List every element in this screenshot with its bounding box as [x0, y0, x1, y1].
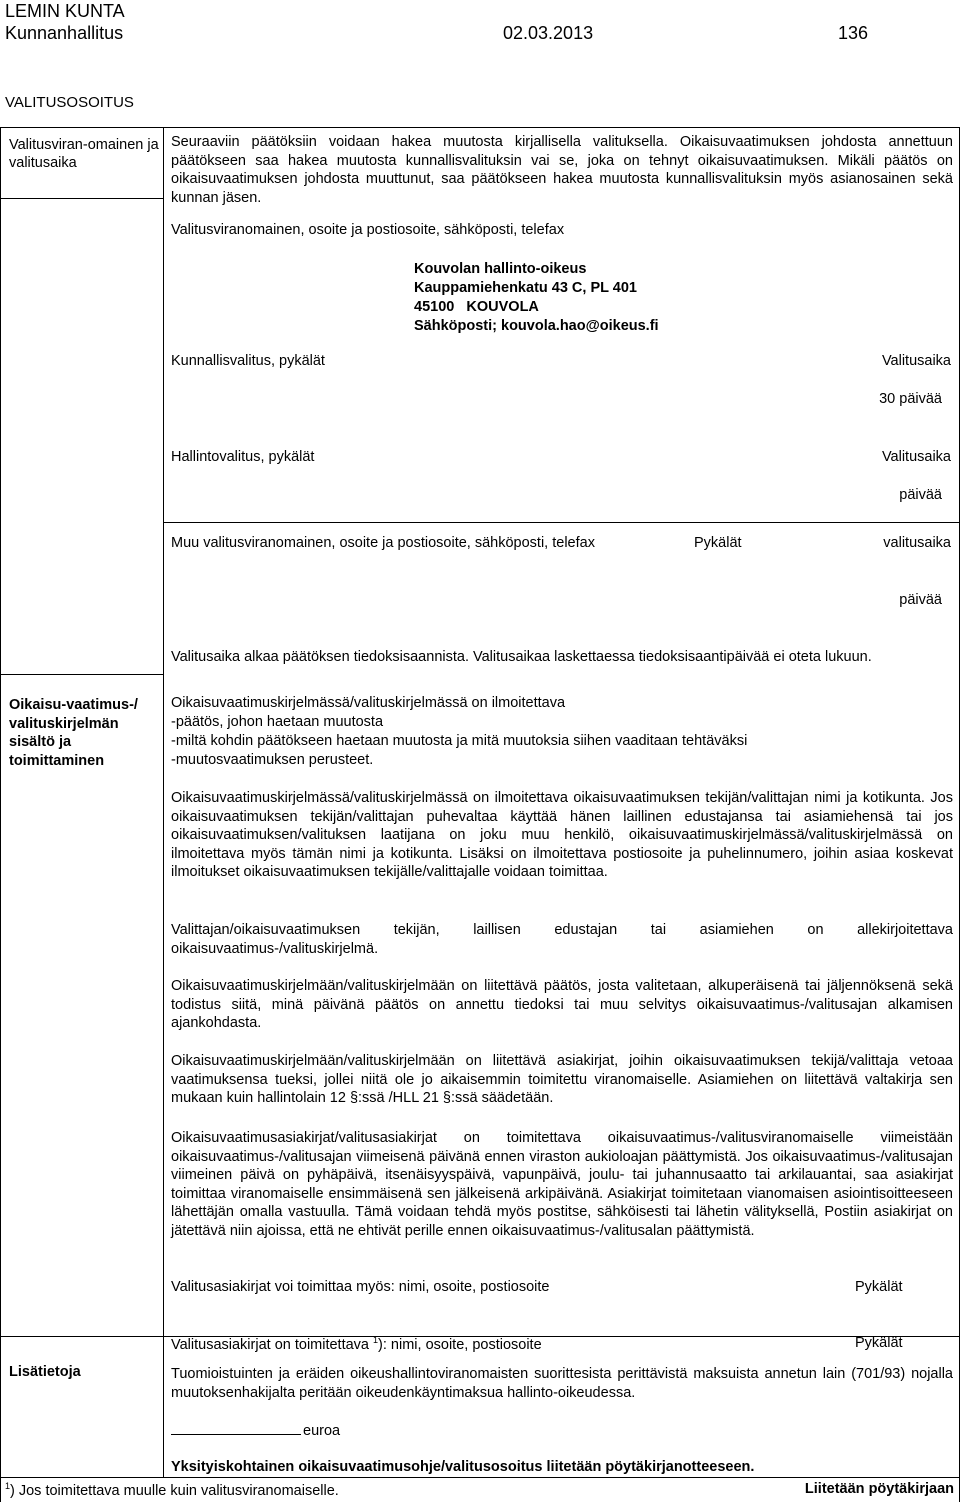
section-label-additional-info: Lisätietoja [9, 1364, 81, 1380]
claim-content-line-2: -päätös, johon haetaan muutosta [171, 714, 384, 730]
authority-name: Kouvolan hallinto-oikeus [414, 261, 587, 277]
appeal-period-label-1: Valitusaika [881, 353, 951, 369]
table-top-rule [0, 127, 960, 128]
attachment-paragraph: Oikaisuvaatimuskirjelmään/valituskirjelmään on liitettävä päätös, josta valitetaan, alkuperäisenä tai jäljennöksenä sekä todistus siitä, minä päivänä päätös on annettu tiedoksi tai muu selvitys oikaisuvaatimus-/valitusajan alkamisen ajankohdasta. [171, 978, 953, 1031]
authority-street: Kauppamiehenkatu 43 C, PL 401 [414, 280, 637, 296]
fee-amount-blank [171, 1420, 301, 1435]
municipality-name: LEMIN KUNTA [5, 1, 125, 21]
fee-unit: euroa [303, 1423, 341, 1439]
documents-paragraph: Oikaisuvaatimuskirjelmään/valituskirjelmään on liitettävä asiakirjat, joihin oikaisuvaatimuksen tekijä/valittaja vetoaa vaatimuksensa tueksi, jollei niitä ole jo aikaisemmin toimitettu viranomaiselle. Asiamiehen on liitettävä valtakirja sen mukaan kuin hallintolain 12 §:ssä /HLL 21 §:ssä säädetään. [171, 1053, 953, 1106]
sections-label: Pykälät [694, 535, 742, 551]
section-label-claim-content: Oikaisu-vaatimus-/ valituskirjelmän sisältö ja toimittaminen [9, 697, 138, 769]
row-rule-1 [163, 522, 960, 523]
appeal-period-value-3: päivää [899, 592, 942, 608]
signature-paragraph: Valittajan/oikaisuvaatimuksen tekijän, laillisen edustajan tai asiamiehen on allekirjoitettava oikaisuvaatimus-/valituskirjelmä. [171, 922, 953, 957]
footnote-rule [0, 1477, 9, 1478]
attachment-note: Liitetään pöytäkirjaan [804, 1481, 954, 1497]
column-divider [163, 127, 164, 1477]
admin-appeal-label: Hallintovalitus, pykälät [171, 449, 315, 465]
footer-rule [0, 1477, 960, 1478]
organ-name: Kunnanhallitus [5, 23, 124, 43]
authority-email: Sähköposti; kouvola.hao@oikeus.fi [414, 318, 659, 334]
claim-content-line-1: Oikaisuvaatimuskirjelmässä/valituskirjelmässä on ilmoitettava [171, 695, 566, 711]
appeal-period-value-1: 30 päivää [879, 391, 942, 407]
claimant-info-paragraph: Oikaisuvaatimuskirjelmässä/valituskirjelmässä on ilmoitettava oikaisuvaatimuksen tekijän/valittajan nimi ja kotikunta. Jos oikaisuvaatimuksen tekijän/valittajan puhevaltaa käyttää hänen laillinen edustajansa tai asiamiehensä tai jos oikaisuvaatimuksen/valituksen laatijana on joku muu henkilö, oikaisuvaatimuskirjelmässä/valituskirjelmässä on ilmoitettava myös tämän nimi ja kotikunta. Lisäksi on ilmoitettava postiosoite ja puhelinnumero, joihin asiaa koskevat ilmoitukset oikaisuvaatimuksen tekijälle/valittajalle voidaan toimittaa. [171, 790, 953, 880]
table-left-rule [0, 127, 1, 1502]
section-rule-2 [0, 674, 163, 675]
delivery-alt-label: Valitusasiakirjat voi toimittaa myös: nimi, osoite, postiosoite [171, 1279, 550, 1295]
delivery-required-suffix: ): nimi, osoite, postiosoite [378, 1336, 542, 1353]
claim-content-line-3: -miltä kohdin päätökseen haetaan muutosta ja mitä muutoksia siihen vaaditaan tehtäväksi [171, 733, 748, 749]
delivery-required-sections: Pykälät [855, 1335, 903, 1351]
footnote-mark: 1 [5, 1481, 11, 1491]
footnote [5, 1481, 339, 1499]
footnote-text: ) Jos toimitettava muulle kuin valitusviranomaiselle. [10, 1482, 339, 1499]
document-title: VALITUSOSOITUS [5, 94, 134, 111]
appeal-period-label-3: valitusaika [883, 535, 951, 551]
delivery-paragraph: Oikaisuvaatimusasiakirjat/valitusasiakirjat on toimitettava oikaisuvaatimus-/valitusviranomaiselle viimeistään oikaisuvaatimus-/valitusajan viimeisenä päivänä ennen viraston aukioloajan päättymistä. Jos oikaisuvaatimus-/valitusajan viimeinen päivä on pyhäpäivä, itsenäisyyspäivä, vapunpäivä, joulu- tai juhannusaatto tai arkilauantai, saa asiakirjat toimittaa viranomaiselle ensimmäisenä sen jälkeisenä arkipäivänä. Asiakirjat toimitetaan vianomaisen asiointisoitteeseen lähettäjän omalla vastuulla. Tämä voidaan tehdä myös postitse, sähköisesti tai lähetin välityksellä, Postiin asiakirjat on jätettävä niin ajoissa, että ne ehtivät perille ennen oikaisuvaatimus-/valitusalan päättymistä. [171, 1130, 953, 1239]
authority-heading: Valitusviranomainen, osoite ja postiosoite, sähköposti, telefax [171, 222, 565, 238]
page-number: 136 [838, 23, 869, 43]
appeal-period-value-2: päivää [899, 487, 942, 503]
delivery-alt-sections: Pykälät [855, 1279, 903, 1295]
additional-info-paragraph: Tuomioistuinten ja eräiden oikeushallintoviranomaisten suorittesista perittävistä maksuista annetun lain (701/93) nojalla muutoksenhakijalta peritään oikeudenkäyntimaksua hallinto-oikeudessa. [171, 1366, 953, 1401]
label-cell-rule [0, 198, 163, 199]
authority-postal: 45100 KOUVOLA [414, 299, 539, 315]
delivery-required-label [171, 1335, 542, 1353]
period-note: Valitusaika alkaa päätöksen tiedoksisaannista. Valitusaikaa laskettaessa tiedoksisaantipäivää ei oteta lukuun. [171, 649, 872, 665]
other-authority-label: Muu valitusviranomainen, osoite ja postiosoite, sähköposti, telefax [171, 535, 595, 551]
instructions-note: Yksityiskohtainen oikaisuvaatimusohje/valitusosoitus liitetään pöytäkirjanotteeseen. [171, 1459, 755, 1475]
claim-content-line-4: -muutosvaatimuksen perusteet. [171, 752, 374, 768]
appeal-period-label-2: Valitusaika [881, 449, 951, 465]
fee-line [171, 1420, 340, 1439]
meeting-date: 02.03.2013 [503, 23, 594, 43]
appeal-intro-paragraph: Seuraaviin päätöksiin voidaan hakea muutosta kirjallisella valituksella. Oikaisuvaatimuksen johdosta annettuun päätökseen saa hakea muutosta kunnallisvalituksin vai se, joka on tehnyt oikaisuvaatimuksen. Mikäli päätös on oikaisuvaatimuksen johdosta muuttunut, saa päätökseen hakea muutosta kunnallisvalituksin myös asianosainen sekä kunnan jäsen. [171, 134, 953, 206]
municipal-appeal-label: Kunnallisvalitus, pykälät [171, 353, 325, 369]
delivery-required-prefix: Valitusasiakirjat on toimitettava [171, 1336, 369, 1353]
footnote-ref: 1 [373, 1335, 379, 1345]
section-label-appeal-authority: Valitusviran-omainen ja valitusaika [9, 137, 159, 171]
